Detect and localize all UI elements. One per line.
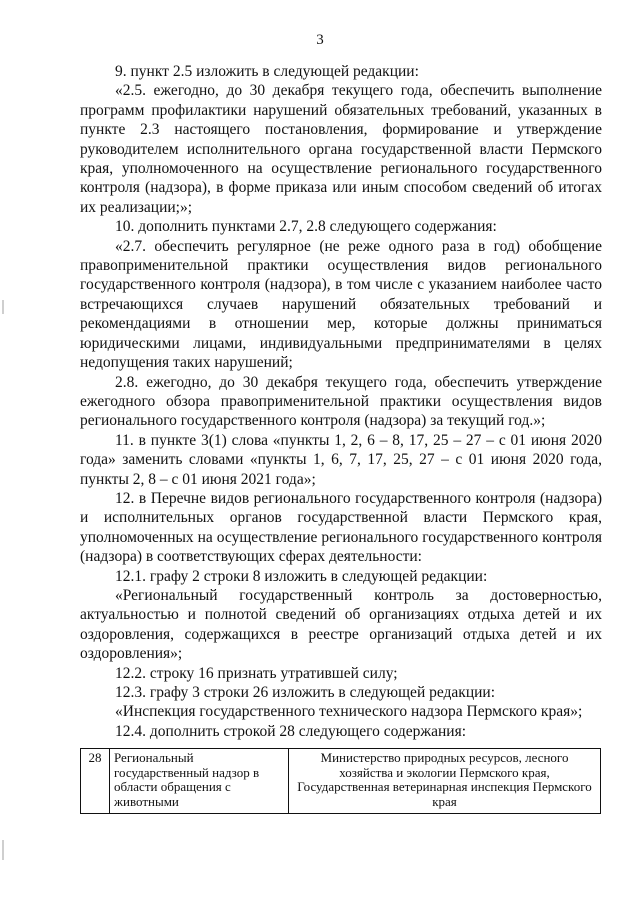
paragraph-quote-row-26: «Инспекция государственного технического надзора Пермского края»; [115, 703, 583, 721]
paragraph-item-12: 12. в Перечне видов регионального государственного контроля (надзора) и исполнительных органов государственной власти Пермского края, уполномоченных на осуществление регионального государственного контроля (надзора) в соответствующих сферах деятельности: [80, 489, 602, 566]
table-cell-row-number: 28 [81, 749, 110, 814]
paragraph-clause-2-7: «2.7. обеспечить регулярное (не реже одного раза в год) обобщение правоприменительной практики осуществления видов регионального государственного контроля (надзора), в том числе с указанием наиболее часто встречающихся случаев нарушений обязательных требований и рекомендациями в отношении мер, которые должны приниматься юридическими лицами, индивидуальными предпринимателями в целях недопущения таких нарушений; [80, 237, 602, 372]
paragraph-item-9: 9. пункт 2.5 изложить в следующей редакции: [115, 63, 419, 80]
scan-edge-mark [2, 840, 4, 860]
insert-table-wrapper [80, 748, 601, 814]
document-body [80, 62, 602, 741]
insert-table [80, 748, 601, 814]
paragraph-item-12-3: 12.3. графу 3 строки 26 изложить в следующей редакции: [115, 684, 496, 701]
paragraph-item-11: 11. в пункте 3(1) слова «пункты 1, 2, 6 – 8, 17, 25 – 27 – с 01 июня 2020 года» заменить словами «пункты 1, 6, 7, 17, 25, 27 – с 01 июня 2020 года, пункты 2, 8 – с 01 июня 2021 года»; [80, 431, 602, 488]
paragraph-item-12-4: 12.4. дополнить строкой 28 следующего содержания: [115, 722, 467, 740]
page-number: 3 [316, 32, 324, 48]
paragraph-quote-row-8: «Региональный государственный контроль за достоверностью, актуальностью и полнотой сведений об организациях отдыха детей и их оздоровления, содержащихся в реестре организаций отдыха детей и их оздоровления»; [80, 586, 602, 663]
scan-edge-mark [2, 300, 4, 314]
paragraph-item-12-2: 12.2. строку 16 признать утратившей силу; [115, 664, 398, 682]
table-cell-control-name: Региональный государственный надзор в области обращения с животными [110, 749, 289, 814]
table-row [81, 749, 601, 814]
paragraph-item-10: 10. дополнить пунктами 2.7, 2.8 следующего содержания: [115, 218, 497, 236]
paragraph-item-12-1: 12.1. графу 2 строки 8 изложить в следующей редакции: [115, 567, 488, 585]
paragraph-clause-2-5: «2.5. ежегодно, до 30 декабря текущего года, обеспечить выполнение программ профилактики нарушений обязательных требований, указанных в пункте 2.3 настоящего постановления, формирование и утверждение руководителем исполнительного органа государственной власти Пермского края, уполномоченного на осуществление регионального государственного контроля (надзора), в форме приказа или иным способом сведений об итогах их реализации;»; [80, 82, 602, 216]
paragraph-clause-2-8: 2.8. ежегодно, до 30 декабря текущего года, обеспечить утверждение ежегодного обзора правоприменительной практики осуществления видов регионального государственного контроля (надзора) за текущий год.»; [80, 373, 602, 430]
table-cell-authorities: Министерство природных ресурсов, лесного хозяйства и экологии Пермского края, Государственная ветеринарная инспекция Пермского края [289, 749, 601, 814]
